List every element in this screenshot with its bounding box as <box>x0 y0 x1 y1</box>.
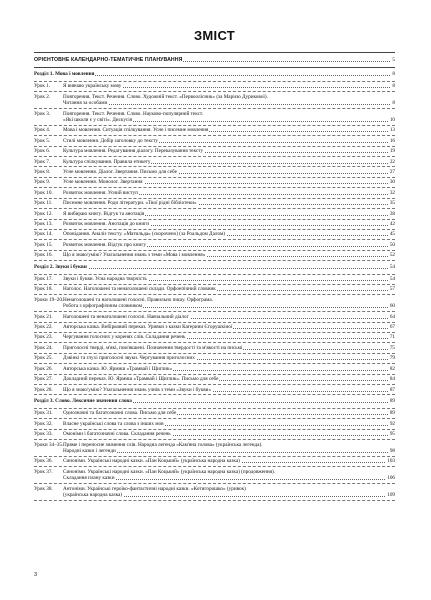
lesson-page: 27 <box>389 168 395 175</box>
lesson-title <box>63 83 390 89</box>
toc-head-entry[interactable] <box>34 57 395 63</box>
lesson-page: 8 <box>392 100 395 107</box>
entry-divider <box>34 239 395 240</box>
lesson-number: Урок 37. <box>34 468 53 475</box>
entry-divider <box>34 198 395 199</box>
entry-divider <box>34 294 395 295</box>
lesson-title-text: Синоніми. Українські народні казки. «Пан Коцький» (українська народна казка) (продовження). <box>63 468 276 475</box>
lesson-number: Урок 13. <box>34 221 53 227</box>
lesson-title <box>63 387 388 393</box>
lesson-page: 75 <box>389 344 395 351</box>
lesson-page: 38 <box>389 210 395 217</box>
section-title: Розділ 3. Слово. Лексичне значення слова <box>34 398 132 405</box>
toc-entry-continuation[interactable] <box>34 303 395 309</box>
toc-entry[interactable] <box>34 83 395 89</box>
lesson-title-cont <box>63 100 390 106</box>
lesson-title-text: Розвиток мовлення. Відгук про книгу <box>63 241 147 248</box>
lesson-title-text: Ненаголошені та наголошені голосні. Правильно пишу. Орфограма. <box>63 296 213 303</box>
lesson-title <box>63 169 388 175</box>
lesson-title-text: Усне мовлення. Діалог. Звертання. Письмо для себе <box>63 168 177 175</box>
entry-divider <box>34 353 395 354</box>
entry-divider <box>34 108 395 109</box>
toc-entry[interactable] <box>34 159 395 165</box>
head-rule <box>34 67 395 68</box>
lesson-page: 103 <box>387 458 395 465</box>
lesson-title-text: Докладний переказ. Ю. Ярмиш «Трамвай і Щиглик». Письмо для себе <box>63 376 219 383</box>
lesson-title-text: Усне мовлення. Монолог. Звертання <box>63 179 143 186</box>
lesson-page: 84 <box>389 376 395 383</box>
entry-divider <box>34 177 395 178</box>
lesson-title <box>63 324 388 330</box>
lesson-number: Урок 21. <box>34 313 53 320</box>
lesson-title <box>63 366 388 372</box>
lesson-number: Урок 23. <box>34 334 53 341</box>
section-divider <box>34 408 395 409</box>
top-rule <box>34 52 395 53</box>
entry-divider <box>34 284 395 285</box>
lesson-title-cont <box>63 303 388 309</box>
lesson-title-cont <box>63 117 388 123</box>
lesson-title-text: Пряме і переносне значення слів. Народна легенда «Кам'яна голова» (українська легенда). <box>63 441 263 448</box>
section-page: 89 <box>389 398 395 405</box>
entry-divider <box>34 219 395 220</box>
lesson-number: Уроки 34–35. <box>34 441 63 448</box>
toc-entry[interactable] <box>34 324 395 330</box>
entry-divider <box>34 208 395 209</box>
lesson-title-cont-text: Складання плану казки <box>63 475 115 482</box>
lesson-number: Урок 6. <box>34 148 51 155</box>
section-title: Розділ 2. Звуки і букви <box>34 264 87 271</box>
lesson-title <box>63 200 388 206</box>
toc-entry-continuation[interactable] <box>34 117 395 123</box>
lesson-number: Урок 22. <box>34 324 53 331</box>
lesson-number: Урок 12. <box>34 210 53 217</box>
lesson-title <box>63 190 388 196</box>
lesson-page: 79 <box>389 355 395 362</box>
entry-divider <box>34 363 395 364</box>
lesson-number: Урок 33. <box>34 431 53 438</box>
entry-divider <box>34 146 395 147</box>
toc-entry[interactable] <box>34 138 395 144</box>
lesson-number: Урок 38. <box>34 485 53 492</box>
lesson-title <box>63 242 388 248</box>
lesson-page: 22 <box>389 158 395 165</box>
lesson-number: Урок 9. <box>34 179 51 186</box>
toc-entry[interactable] <box>34 314 395 320</box>
lesson-number: Урок 11. <box>34 200 53 207</box>
lesson-page: 60 <box>389 303 395 310</box>
lesson-number: Урок 4. <box>34 127 51 134</box>
lesson-number: Урок 27. <box>34 376 53 383</box>
lesson-title-text: Антоніми. Українські героїко-фантастичні народні казки. «Котигорошко» (уривок) <box>63 485 246 492</box>
toc-sections <box>34 71 395 500</box>
lesson-title-cont-text: «Які школи є у світі». Дискусія <box>63 116 133 123</box>
toc-page <box>34 28 395 502</box>
lesson-number: Урок 2. <box>34 93 51 100</box>
section-header[interactable] <box>34 398 395 404</box>
lesson-number: Урок 16. <box>34 252 53 259</box>
toc-entry[interactable] <box>34 211 395 217</box>
toc-entry[interactable] <box>34 410 395 416</box>
lesson-title-text: Синоніми. Українські народні казки. «Пан Коцький» (українська народна казка) <box>63 458 240 465</box>
lesson-page: 30 <box>389 179 395 186</box>
entry-divider <box>34 125 395 126</box>
lesson-title-text: Розвиток мовлення. Усний виступ <box>63 189 138 196</box>
lesson-number: Урок 1. <box>34 83 51 90</box>
lesson-title <box>63 179 388 185</box>
lesson-number: Урок 10. <box>34 189 53 196</box>
lesson-title-text: Авторська казка. Вибірковий переказ. Уривки з казки Катерини Єгорушкіної <box>63 324 233 331</box>
lesson-title <box>63 410 388 416</box>
lesson-number: Урок 7. <box>34 158 51 165</box>
lesson-title <box>63 345 388 351</box>
toc-head-page: 5 <box>392 57 395 63</box>
lesson-number: Урок 32. <box>34 420 53 427</box>
lesson-number: Урок 24. <box>34 344 53 351</box>
lesson-page: 109 <box>387 491 395 498</box>
lesson-page: 42 <box>389 221 395 227</box>
toc-entry[interactable] <box>34 387 395 393</box>
entry-divider <box>34 456 395 457</box>
lesson-title-text: Мова і мовлення. Ситуація спілкування. Усне і писемне мовлення <box>63 127 209 134</box>
toc-entry[interactable] <box>34 242 395 248</box>
lesson-title-text: Дзвінкі та глухі приголосні звуки. Чергування приголосних <box>63 355 195 362</box>
lesson-title-text: Оповідання. Аналіз тексту. «Матильда» (скорочено) (за Роальдом Далом) <box>63 231 226 238</box>
lesson-page: 67 <box>389 324 395 331</box>
entry-divider <box>34 250 395 251</box>
entry-divider <box>34 394 395 395</box>
lesson-title <box>63 276 388 282</box>
lesson-title-cont <box>63 475 385 481</box>
lesson-title <box>63 314 388 320</box>
lesson-title <box>63 138 388 144</box>
section-title-wrap <box>34 71 390 77</box>
toc-entry-continuation[interactable] <box>34 100 395 106</box>
entry-divider <box>34 156 395 157</box>
lesson-title-text: Я вибираю книгу. Відгук та анотація <box>63 210 145 217</box>
lesson-title-text: Що я знаю/умію? Узагальнення знань учнів з теми «Звуки і букви» <box>63 386 212 393</box>
lesson-page: 32 <box>389 189 395 196</box>
entry-divider <box>34 500 395 501</box>
lesson-number: Урок 25. <box>34 355 53 362</box>
lesson-number: Урок 18. <box>34 286 53 293</box>
toc-entry[interactable] <box>34 252 395 258</box>
lesson-title-cont-text: Читання за особами <box>63 100 108 107</box>
lesson-page: 16 <box>389 137 395 144</box>
lesson-number: Урок 36. <box>34 458 53 465</box>
entry-divider <box>34 384 395 385</box>
lesson-page: 8 <box>392 83 395 90</box>
lesson-title-text: Писемне мовлення. Роди літератури. «Твої рідні бібліотеки» <box>63 200 197 207</box>
entry-divider <box>34 466 395 467</box>
lesson-page: 57 <box>389 286 395 293</box>
toc-entry[interactable] <box>34 148 395 154</box>
toc-entry[interactable] <box>34 355 395 361</box>
entry-divider <box>34 332 395 333</box>
entry-divider <box>34 135 395 136</box>
lesson-title <box>63 376 388 382</box>
section-divider <box>34 81 395 82</box>
section-title-wrap <box>34 264 388 270</box>
toc-entry[interactable] <box>34 458 395 464</box>
lesson-page: 45 <box>389 231 395 238</box>
lesson-number: Урок 17. <box>34 276 53 283</box>
lesson-title-cont-text: Робота з орфографічним словником <box>63 303 143 310</box>
lesson-number: Урок 28. <box>34 386 53 393</box>
lesson-page: 95 <box>389 431 395 438</box>
lesson-title <box>63 221 388 227</box>
entry-divider <box>34 166 395 167</box>
lesson-page: 71 <box>389 334 395 341</box>
lesson-title <box>63 159 388 165</box>
lesson-page: 52 <box>389 252 395 259</box>
lesson-title-text: Власне українські слова та слова з інших мов <box>63 420 164 427</box>
lesson-title-text: Що я знаю/умію? Узагальнення знань з теми «Мова і мовлення» <box>63 252 206 259</box>
lesson-page: 54 <box>389 276 395 283</box>
lesson-number: Урок 14. <box>34 231 53 238</box>
lesson-page: 82 <box>389 365 395 372</box>
toc-entry[interactable] <box>34 345 395 351</box>
entry-divider <box>34 187 395 188</box>
lesson-page: 35 <box>389 200 395 207</box>
section-header[interactable] <box>34 71 395 77</box>
lesson-page: 13 <box>389 127 395 134</box>
lesson-number: Уроки 19–20. <box>34 296 63 303</box>
lesson-number: Урок 26. <box>34 365 53 372</box>
entry-divider <box>34 439 395 440</box>
lesson-title-text: Наголошені та ненаголошені голосні. Навчальний діалог <box>63 313 189 320</box>
page-title: ЗМІСТ <box>193 28 236 43</box>
toc-head-text: ОРІЄНТОВНЕ КАЛЕНДАРНО-ТЕМАТИЧНЕ ПЛАНУВАННЯ <box>34 57 183 63</box>
table-of-contents <box>34 57 395 501</box>
toc-entry[interactable] <box>34 169 395 175</box>
lesson-title-text: Чергування голосних у коренях слів. Складання речень <box>63 334 186 341</box>
lesson-title-text: Наголос. Наголошені та ненаголошені склади. Орфоепічний словник <box>63 286 216 293</box>
entry-divider <box>34 342 395 343</box>
lesson-title-text: Омоніми і багатозначні слова. Складання речень <box>63 431 171 438</box>
entry-divider <box>34 229 395 230</box>
toc-entry[interactable] <box>34 200 395 206</box>
lesson-title <box>63 148 388 154</box>
lesson-title <box>63 252 388 258</box>
lesson-title-text: Повторення. Текст. Речення. Слово. Науково-популярний текст. <box>63 110 204 117</box>
lesson-title <box>63 211 388 217</box>
lesson-title-cont-text: (українська народна казка) <box>63 491 123 498</box>
lesson-page: 89 <box>389 410 395 417</box>
entry-divider <box>34 322 395 323</box>
lesson-page: 19 <box>389 148 395 155</box>
lesson-title-text: Культура мовлення. Редагування діалогу. Переказування тексту <box>63 148 204 155</box>
lesson-number: Урок 3. <box>34 110 51 117</box>
toc-entry[interactable] <box>34 190 395 196</box>
toc-entry[interactable] <box>34 421 395 427</box>
lesson-page: 92 <box>389 420 395 427</box>
lesson-title-text: Звуки і букви. Усна народна творчість <box>63 276 147 283</box>
section-title: Розділ 1. Мова і мовлення <box>34 71 95 78</box>
lesson-title-cont <box>63 492 385 498</box>
toc-entry[interactable] <box>34 431 395 437</box>
entry-divider <box>34 429 395 430</box>
toc-entry[interactable] <box>34 276 395 282</box>
lesson-title-text: Стилі мовлення. Добір заголовку до тексту <box>63 137 158 144</box>
toc-entry[interactable] <box>34 334 395 340</box>
lesson-number: Урок 31. <box>34 410 53 417</box>
lesson-title-cont-text: Народні казки і легенди <box>63 447 116 454</box>
lesson-title-text: Однозначні та багатозначні слова. Письмо для себе <box>63 410 177 417</box>
lesson-title <box>63 286 388 292</box>
entry-divider <box>34 483 395 484</box>
toc-entry-continuation[interactable] <box>34 448 395 454</box>
lesson-title-text: Я вивчаю українську мову <box>63 83 122 90</box>
lesson-title <box>63 431 388 437</box>
entry-divider <box>34 374 395 375</box>
lesson-title-text: Розвиток мовлення. Анотація до книги <box>63 221 150 227</box>
lesson-title <box>63 231 388 237</box>
entry-divider <box>34 91 395 92</box>
entry-divider <box>34 311 395 312</box>
page-number: 3 <box>34 572 38 578</box>
lesson-title-text: Культура спілкування. Правила етикету <box>63 158 151 165</box>
toc-entry[interactable] <box>34 221 395 227</box>
lesson-page: 106 <box>387 475 395 482</box>
section-page: 8 <box>392 71 395 78</box>
lesson-page: 98 <box>389 447 395 454</box>
lesson-title <box>63 334 388 340</box>
toc-entry[interactable] <box>34 231 395 237</box>
toc-entry-continuation[interactable] <box>34 492 395 498</box>
lesson-title <box>63 458 385 464</box>
lesson-title <box>63 127 388 133</box>
lesson-title-text: Авторська казка. Ю. Ярмиш «Трамвай і Щиглик» <box>63 365 173 372</box>
section-page: 54 <box>389 264 395 271</box>
toc-entry[interactable] <box>34 127 395 133</box>
toc-entry[interactable] <box>34 179 395 185</box>
lesson-title-cont <box>63 448 388 454</box>
lesson-title <box>63 421 388 427</box>
lesson-page: 64 <box>389 313 395 320</box>
section-title-wrap <box>34 398 388 404</box>
lesson-page: 50 <box>389 241 395 248</box>
section-divider <box>34 274 395 275</box>
lesson-title-text: Повторення. Текст. Речення. Слово. Художній текст. «Первоолісник» (за Марією Дурикової). <box>63 93 268 100</box>
lesson-number: Урок 8. <box>34 168 51 175</box>
toc-entry[interactable] <box>34 366 395 372</box>
toc-entry[interactable] <box>34 286 395 292</box>
toc-entry-continuation[interactable] <box>34 475 395 481</box>
lesson-title-text: Приголосні тверді, м'які, пом'якшені. Позначення твердості та м'якості на письмі <box>63 344 243 351</box>
lesson-page: 10 <box>389 116 395 123</box>
entry-divider <box>34 260 395 261</box>
toc-entry[interactable] <box>34 376 395 382</box>
lesson-title <box>63 355 388 361</box>
lesson-number: Урок 15. <box>34 241 53 248</box>
lesson-page: 87 <box>389 386 395 393</box>
section-header[interactable] <box>34 264 395 270</box>
lesson-number: Урок 5. <box>34 137 51 144</box>
entry-divider <box>34 418 395 419</box>
